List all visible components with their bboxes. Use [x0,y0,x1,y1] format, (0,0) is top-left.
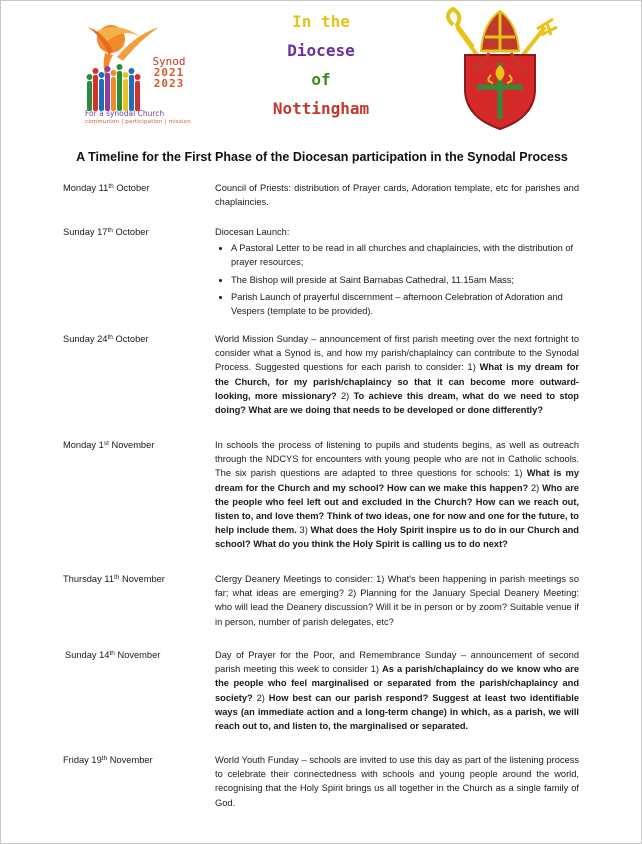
row-description: In schools the process of listening to pupils and students begins, as well as outreach through the NDCYS for encounters with young people who are not in Catholic schools. The six parish questions are adapted to three questions for schools: 1) What is my dream for the Church and my school? How can we make this happen? 2) Who are the people who feel left out and excluded in the Church? How can we reach out, listen to, and love them? Think of two ideas, one for now and one for the future, to help include them. 3) What does the Holy Spirit inspire us to do in our Church and school? What do you think the Holy Spirit is calling us to do next? [215,440,579,550]
row-description: World Mission Sunday – announcement of first parish meeting over the next fortnight to consider what a Synod is, and how my parish/chaplaincy can contribute to the Synodal Process. Suggested questions for each parish to consider: 1) What is my dream for the Church, for my parish/chaplaincy so that it can become more outward-looking, more missionary? 2) To achieve this dream, what do we need to stop doing? What are we doing that needs to be developed or done differently? [215,334,579,416]
synod-year-start: 2021 [153,66,185,79]
list-item: • The Bishop will preside at Saint Barnabas Cathedral, 11.15am Mass; [231,273,579,287]
diocese-crest [433,7,567,131]
row-date: Sunday 24th October [63,334,149,344]
page-title: A Timeline for the First Phase of the Diocesan participation in the Synodal Process [76,150,568,164]
synod-years [141,56,197,89]
crowd-figures [87,64,141,111]
row-date: Thursday 11th November [63,574,165,584]
crozier-icon [448,9,477,55]
synod-word: Synod [152,55,186,68]
synod-year-end: 2023 [153,77,185,90]
list-item: • Parish Launch of prayerful discernment – afternoon Celebration of Adoration and Vespers (template to be provided). [231,290,579,318]
row-description: Day of Prayer for the Poor, and Remembrance Sunday – announcement of second parish meeting this week to consider 1) As a parish/chaplaincy do we know who are the people who feel marginalised or separated from the parish/chaplaincy and society? 2) How best can our parish respond? Suggest at least two identifiable ways (an immediate action and a long-term change) in which, as a parish, we will reach out to, and listen to, the marginalised or separated. [215,650,580,732]
row-date: Sunday 14th November [65,650,161,660]
title-line-2: Diocese [287,41,355,60]
cross-key-icon [523,19,557,55]
row-intro: Diocesan Launch: [215,227,290,237]
row-date: Monday 11th October [63,183,150,193]
logo-caption [85,109,205,125]
logo-caption-sub: communion | participation | mission [85,119,191,125]
row-description: Clergy Deanery Meetings to consider: 1) What's been happening in parish meetings so far; what ideas are emerging? 2) Planning for the January Special Deanery Meeting: who will lead the Deanery discussion? Will it be in person or by zoom? Suitable venue if in person, number of parish delegates, etc? [215,574,579,627]
row-date: Friday 19th November [63,755,153,765]
bullet-list [215,241,579,318]
row-description: Council of Priests: distribution of Prayer cards, Adoration template, etc for parishes and chaplaincies. [215,183,579,208]
row-date: Monday 1st November [63,440,155,450]
title-line-3: of [311,70,331,89]
list-item: • A Pastoral Letter to be read in all churches and chaplaincies, with the distribution of prayer resources; [231,241,579,269]
row-date: Sunday 17th October [63,227,149,237]
row-description: World Youth Funday – schools are invited to use this day as part of the listening process to celebrate their connectedness with schools and young people around the world, recognising that the Holy Spirit brings us all together in the Church as a single family of God. [215,755,579,808]
title-line-4: Nottingham [272,99,370,118]
row-description [215,225,579,321]
diocese-title [241,7,401,123]
title-line-1: In the [292,12,350,31]
logo-caption-main: For a synodal Church [85,109,165,118]
